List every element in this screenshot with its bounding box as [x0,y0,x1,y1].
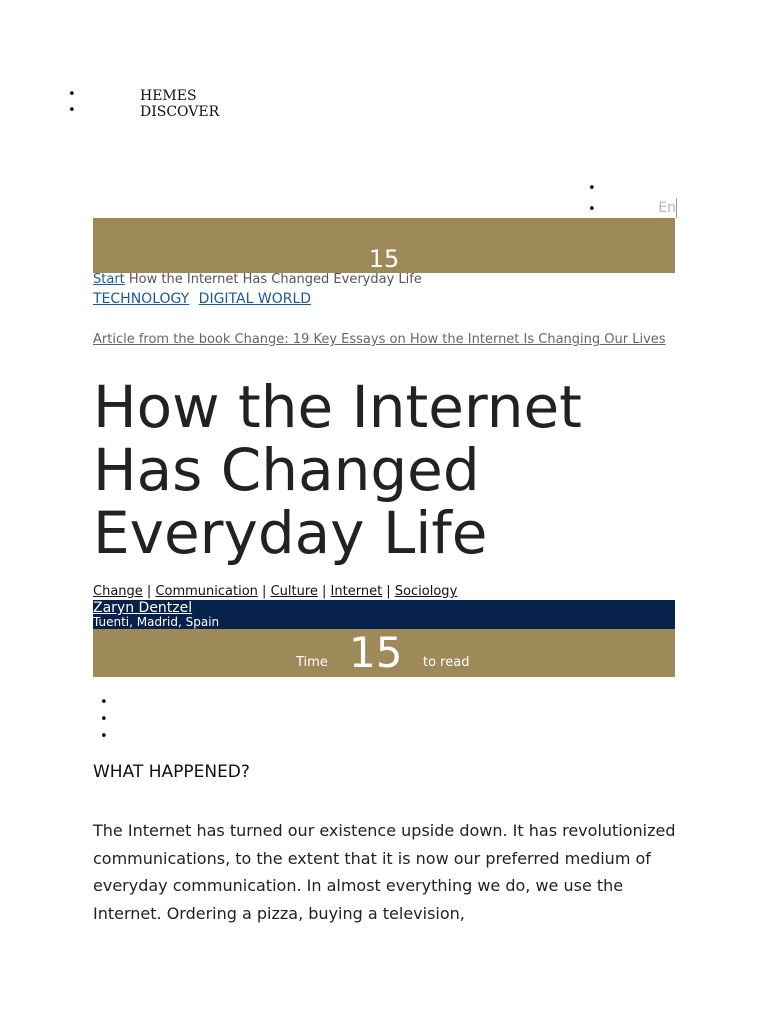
author-place: Tuenti, Madrid, Spain [93,615,220,629]
tag-link[interactable]: Culture [270,584,318,599]
tag-separator: | [382,584,395,599]
breadcrumb-start-link[interactable]: Start [93,272,125,287]
article-title: How the Internet Has Changed Everyday Life [93,373,582,567]
read-time-label-after: to read [423,655,470,670]
nav-item-themes[interactable]: • HEMES [140,88,197,104]
nav-item-discover[interactable]: • DISCOVER [140,104,219,120]
tag-separator: | [317,584,331,599]
menu-bullet-1: • [588,181,596,196]
top-banner [93,218,675,273]
category-links [93,291,316,307]
top-banner-count: 15 [368,245,400,273]
section-heading: WHAT HAPPENED? [93,762,250,782]
language-input[interactable] [636,198,677,218]
breadcrumb-current: How the Internet Has Changed Everyday Life [128,272,422,287]
read-time-minutes: 15 [349,628,403,677]
book-link[interactable]: Article from the book Change: 19 Key Essays on How the Internet Is Changing Our Lives [93,332,666,347]
book-source [93,330,675,349]
tag-link[interactable]: Communication [155,584,258,599]
share-bullet-2: • [100,712,108,727]
tag-link[interactable]: Sociology [394,584,458,599]
tag-list [93,584,457,599]
tag-link[interactable]: Change [93,584,143,599]
article-paragraph: The Internet has turned our existence upside down. It has revolutionized communications, to the extent that it is now our preferred medium of everyday communication. In almost everything we do, we use the Internet. Ordering a pizza, buying a television, [93,821,676,923]
read-time-label-before: Time [296,655,328,670]
menu-bullet-2: • [588,202,596,217]
author-name-link[interactable]: Zaryn Dentzel [93,600,193,616]
author-bar [93,600,675,629]
breadcrumb [93,272,422,287]
tag-link[interactable]: Internet [330,584,383,599]
category-technology-link[interactable]: TECHNOLOGY [93,291,190,307]
share-bullet-3: • [100,729,108,744]
read-time-banner [93,629,675,677]
share-bullet-1: • [100,695,108,710]
tag-separator: | [142,584,156,599]
category-digital-world-link[interactable]: DIGITAL WORLD [198,291,312,307]
tag-separator: | [257,584,271,599]
